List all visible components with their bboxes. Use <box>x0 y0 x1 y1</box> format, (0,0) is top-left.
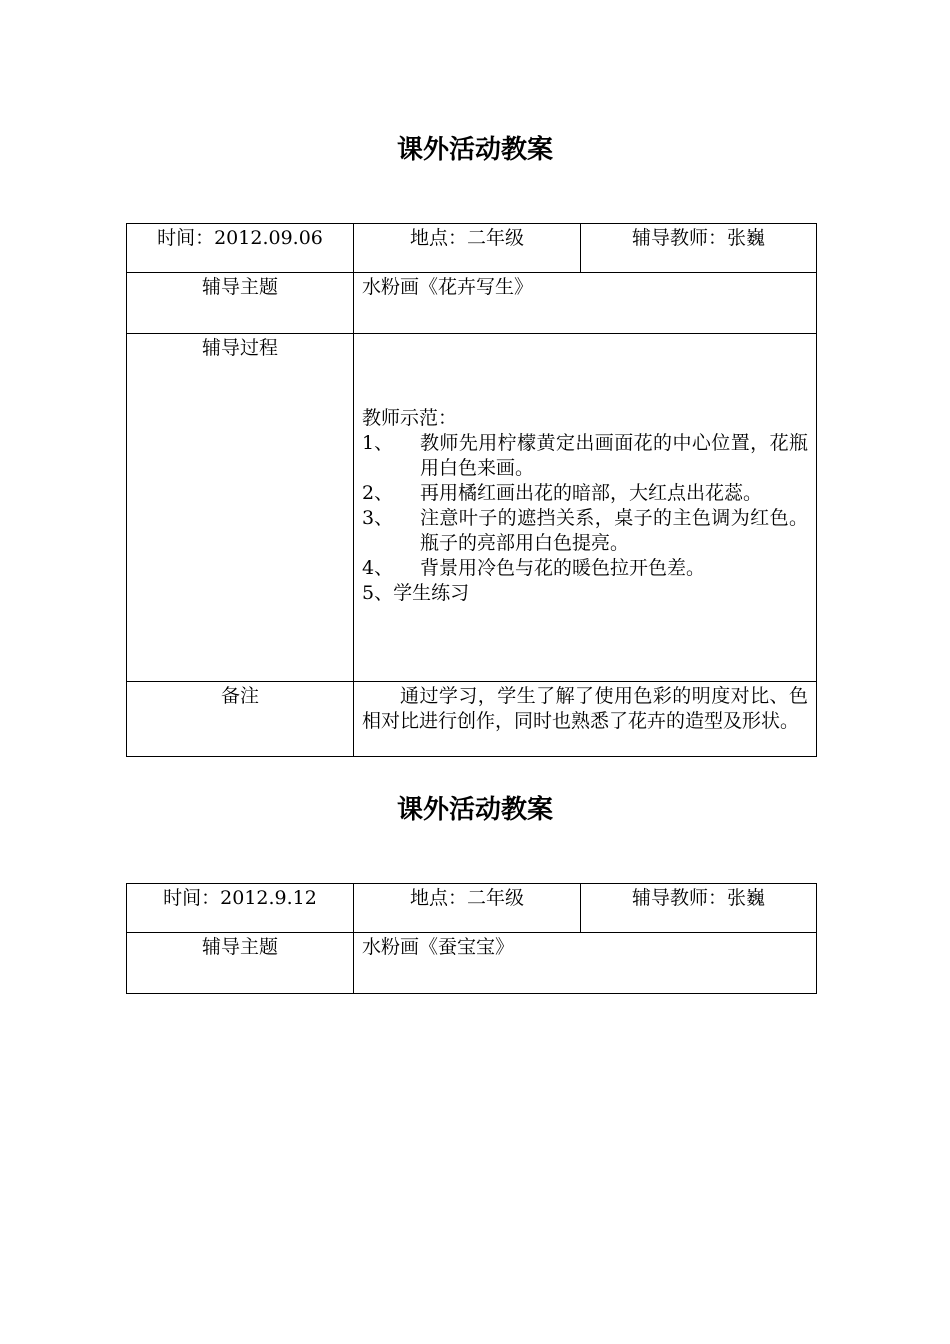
process-intro: 教师示范： <box>362 407 458 429</box>
process-row <box>127 334 817 682</box>
process-content <box>354 334 817 682</box>
topic-label: 辅导主题 <box>127 273 354 334</box>
step-number: 1、 <box>362 432 394 454</box>
topic-value: 水粉画《花卉写生》 <box>354 273 817 334</box>
list-item <box>362 506 808 556</box>
step-text: 背景用冷色与花的暖色拉开色差。 <box>420 557 706 579</box>
note-label: 备注 <box>127 682 354 757</box>
teacher-cell: 辅导教师：张巍 <box>581 224 817 273</box>
step-text: 再用橘红画出花的暗部，大红点出花蕊。 <box>420 482 763 504</box>
location-cell: 地点：二年级 <box>354 224 581 273</box>
note-value <box>354 682 817 757</box>
step-number: 3、 <box>362 507 394 529</box>
time-cell: 时间：2012.9.12 <box>127 884 354 933</box>
process-label: 辅导过程 <box>127 334 354 682</box>
topic-row <box>127 273 817 334</box>
topic-row <box>127 933 817 994</box>
note-row <box>127 682 817 757</box>
topic-value: 水粉画《蚕宝宝》 <box>354 933 817 994</box>
list-item <box>362 556 808 581</box>
teacher-cell: 辅导教师：张巍 <box>581 884 817 933</box>
step-last: 5、学生练习 <box>362 582 470 604</box>
header-row <box>127 884 817 933</box>
step-list <box>362 431 808 581</box>
step-number: 4、 <box>362 557 394 579</box>
header-row <box>127 224 817 273</box>
location-cell: 地点：二年级 <box>354 884 581 933</box>
step-text: 教师先用柠檬黄定出画面花的中心位置，花瓶用白色来画。 <box>420 432 808 479</box>
time-cell: 时间：2012.09.06 <box>127 224 354 273</box>
lesson-plan-table <box>126 223 817 757</box>
page-title: 课外活动教案 <box>396 795 553 825</box>
list-item <box>362 481 808 506</box>
step-text: 注意叶子的遮挡关系，桌子的主色调为红色。瓶子的亮部用白色提亮。 <box>420 507 808 554</box>
lesson-plan-table <box>126 883 817 994</box>
step-number: 2、 <box>362 482 394 504</box>
topic-label: 辅导主题 <box>127 933 354 994</box>
page-title: 课外活动教案 <box>396 135 553 165</box>
list-item <box>362 431 808 481</box>
note-text: 通过学习，学生了解了使用色彩的明度对比、色相对比进行创作，同时也熟悉了花卉的造型及形状。 <box>362 685 808 732</box>
